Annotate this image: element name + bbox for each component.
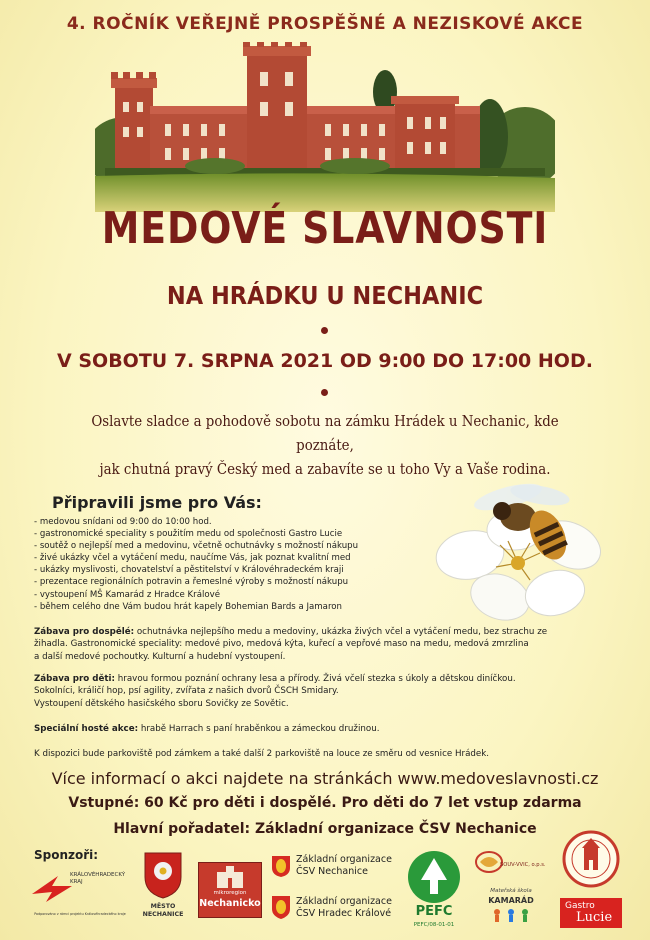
adults-label: Zábava pro dospělé: — [34, 627, 135, 637]
nechanicko-logo — [198, 862, 262, 918]
lucie-label: Lucie — [576, 910, 613, 925]
list-item: - během celého dne Vám budou hrát kapely Bohemian Bards a Jamaron — [34, 601, 342, 612]
bee-emblem-icon — [270, 854, 292, 878]
kids-text: hravou formou poznání ochrany lesa a přírody. Živá včelí stezka s úkoly a dětskou diníčkou. — [115, 674, 516, 684]
intro-text — [81, 410, 569, 482]
souvvic-label: SOUV-VVIC, o.p.s. — [500, 862, 546, 868]
program-list — [34, 516, 464, 613]
adults-section — [34, 626, 594, 663]
mikroregion-label: mikroregion — [213, 890, 247, 896]
list-item: - prezentace regionálních potravin a řemeslné výroby s možností nákupu — [34, 577, 349, 588]
zo-nechanice-logo — [270, 852, 392, 886]
coat-of-arms-icon — [143, 851, 183, 899]
website-info: Více informací o akci najdete na stránkách www.medoveslavnosti.cz — [51, 769, 599, 788]
guests-text: hrabě Harrach s paní hraběnkou a zámeckou družinou. — [138, 724, 380, 734]
kids-label: Zábava pro děti: — [34, 674, 116, 684]
list-item: - vystoupení MŠ Kamarád z Hradce Králové — [34, 589, 220, 600]
bee-on-flower-image — [430, 475, 620, 625]
gastro-label: Gastro — [565, 901, 595, 911]
sponsors-label: Sponzoři: — [34, 848, 99, 862]
kraj-logo — [30, 868, 130, 928]
list-item: - ukázky myslivosti, chovatelství a pěstitelství v Královéhradeckém kraji — [34, 565, 344, 576]
intro-line: Oslavte sladce a pohodově sobotu na zámku Hrádek u Nechanic, kde poznáte, — [91, 414, 559, 454]
kids-section — [34, 673, 594, 710]
list-item: - živé ukázky včel a vytáčení medu, naučíme Vás, jak poznat kvalitní med — [34, 553, 351, 564]
guests-section — [34, 723, 594, 735]
kids-figures-icon — [491, 908, 531, 922]
list-item: - medovou snídani od 9:00 do 10:00 hod. — [34, 517, 212, 527]
event-subtitle: NA HRÁDKU U NECHANIC — [166, 281, 484, 310]
kamarad-logo — [476, 888, 546, 928]
adults-text: žihadla. Gastronomické speciality: medové pivo, medová kýta, kuřecí a vepřové maso na medu, medová zmrzlina — [34, 639, 529, 650]
kamarad-line2: KAMARÁD — [488, 896, 534, 905]
nechanicko-label: Nechanicko — [199, 898, 261, 909]
seal-emblem-icon — [562, 830, 620, 888]
intro-line: jak chutná pravý Český med a zabavíte se u toho Vy a Vaše rodina. — [99, 462, 551, 478]
castle-image — [95, 42, 555, 212]
zo-hradec-line2: ČSV Hradec Králové — [296, 908, 392, 919]
event-title: MEDOVÉ SLAVNOSTI — [101, 203, 549, 254]
souvvic-logo — [472, 850, 550, 886]
list-item: - soutěž o nejlepší med a medovinu, včetně ochutnávky s možností nákupu — [34, 541, 359, 552]
list-item: - gastronomické speciality s použitím medu od společnosti Gastro Lucie — [34, 529, 343, 540]
zo-nechanice-line2: ČSV Nechanice — [296, 866, 368, 877]
zo-hradec-logo — [270, 894, 398, 928]
kamarad-line1: Mateřská škola — [490, 888, 532, 894]
pefc-label: PEFC — [415, 904, 453, 919]
guests-label: Speciální hosté akce: — [34, 724, 139, 734]
edition-heading: 4. ROČNÍK VEŘEJNĚ PROSPĚŠNÉ A NEZISKOVÉ AKCE — [66, 14, 584, 34]
adults-text: ochutnávka nejlepšího medu a medoviny, ukázka živých včel a vytáčení medu, bez strachu ze — [134, 627, 548, 637]
admission-info: Vstupné: 60 Kč pro děti i dospělé. Pro děti do 7 let vstup zdarma — [68, 795, 582, 811]
kids-text: Sokolníci, králičí hop, psí agility, zvířata z našich dvorů ČSCH Smidary. — [34, 686, 339, 697]
kids-text: Vystoupení dětského hasičského sboru Sovičky ze Sovětic. — [34, 698, 289, 709]
event-date: V SOBOTU 7. SRPNA 2021 OD 9:00 DO 17:00 HOD. — [57, 350, 593, 372]
bee-emblem-icon — [270, 894, 292, 920]
program-heading: Připravili jsme pro Vás: — [52, 493, 262, 512]
adults-text: a další medové pochoutky. Kulturní a hudební vystoupení. — [34, 651, 286, 662]
separator-dot — [321, 389, 328, 396]
mesto-nechanice-logo — [136, 851, 190, 931]
pefc-tree-icon — [407, 850, 461, 904]
pefc-code: PEFC/08-01-01 — [413, 922, 455, 928]
kraj-name: KRÁLOVÉHRADECKÝ KRAJ — [70, 872, 126, 885]
organizer-info: Hlavní pořadatel: Základní organizace ČSV Nechanice — [113, 821, 537, 837]
zo-nechanice-line1: Základní organizace — [296, 854, 392, 865]
castle-icon — [215, 866, 245, 888]
separator-dot — [321, 327, 328, 334]
gastro-lucie-logo — [560, 898, 622, 928]
mesto-name: MĚSTO NECHANICE — [142, 903, 184, 918]
parking-info: K dispozici bude parkoviště pod zámkem a také další 2 parkoviště na louce ze směru od vesnice Hrádek. — [34, 749, 490, 759]
kraj-note: Podporováno v rámci projektu Královéhradeckého kraje — [34, 912, 126, 916]
pefc-logo — [402, 850, 466, 934]
zo-hradec-line1: Základní organizace — [296, 896, 392, 907]
